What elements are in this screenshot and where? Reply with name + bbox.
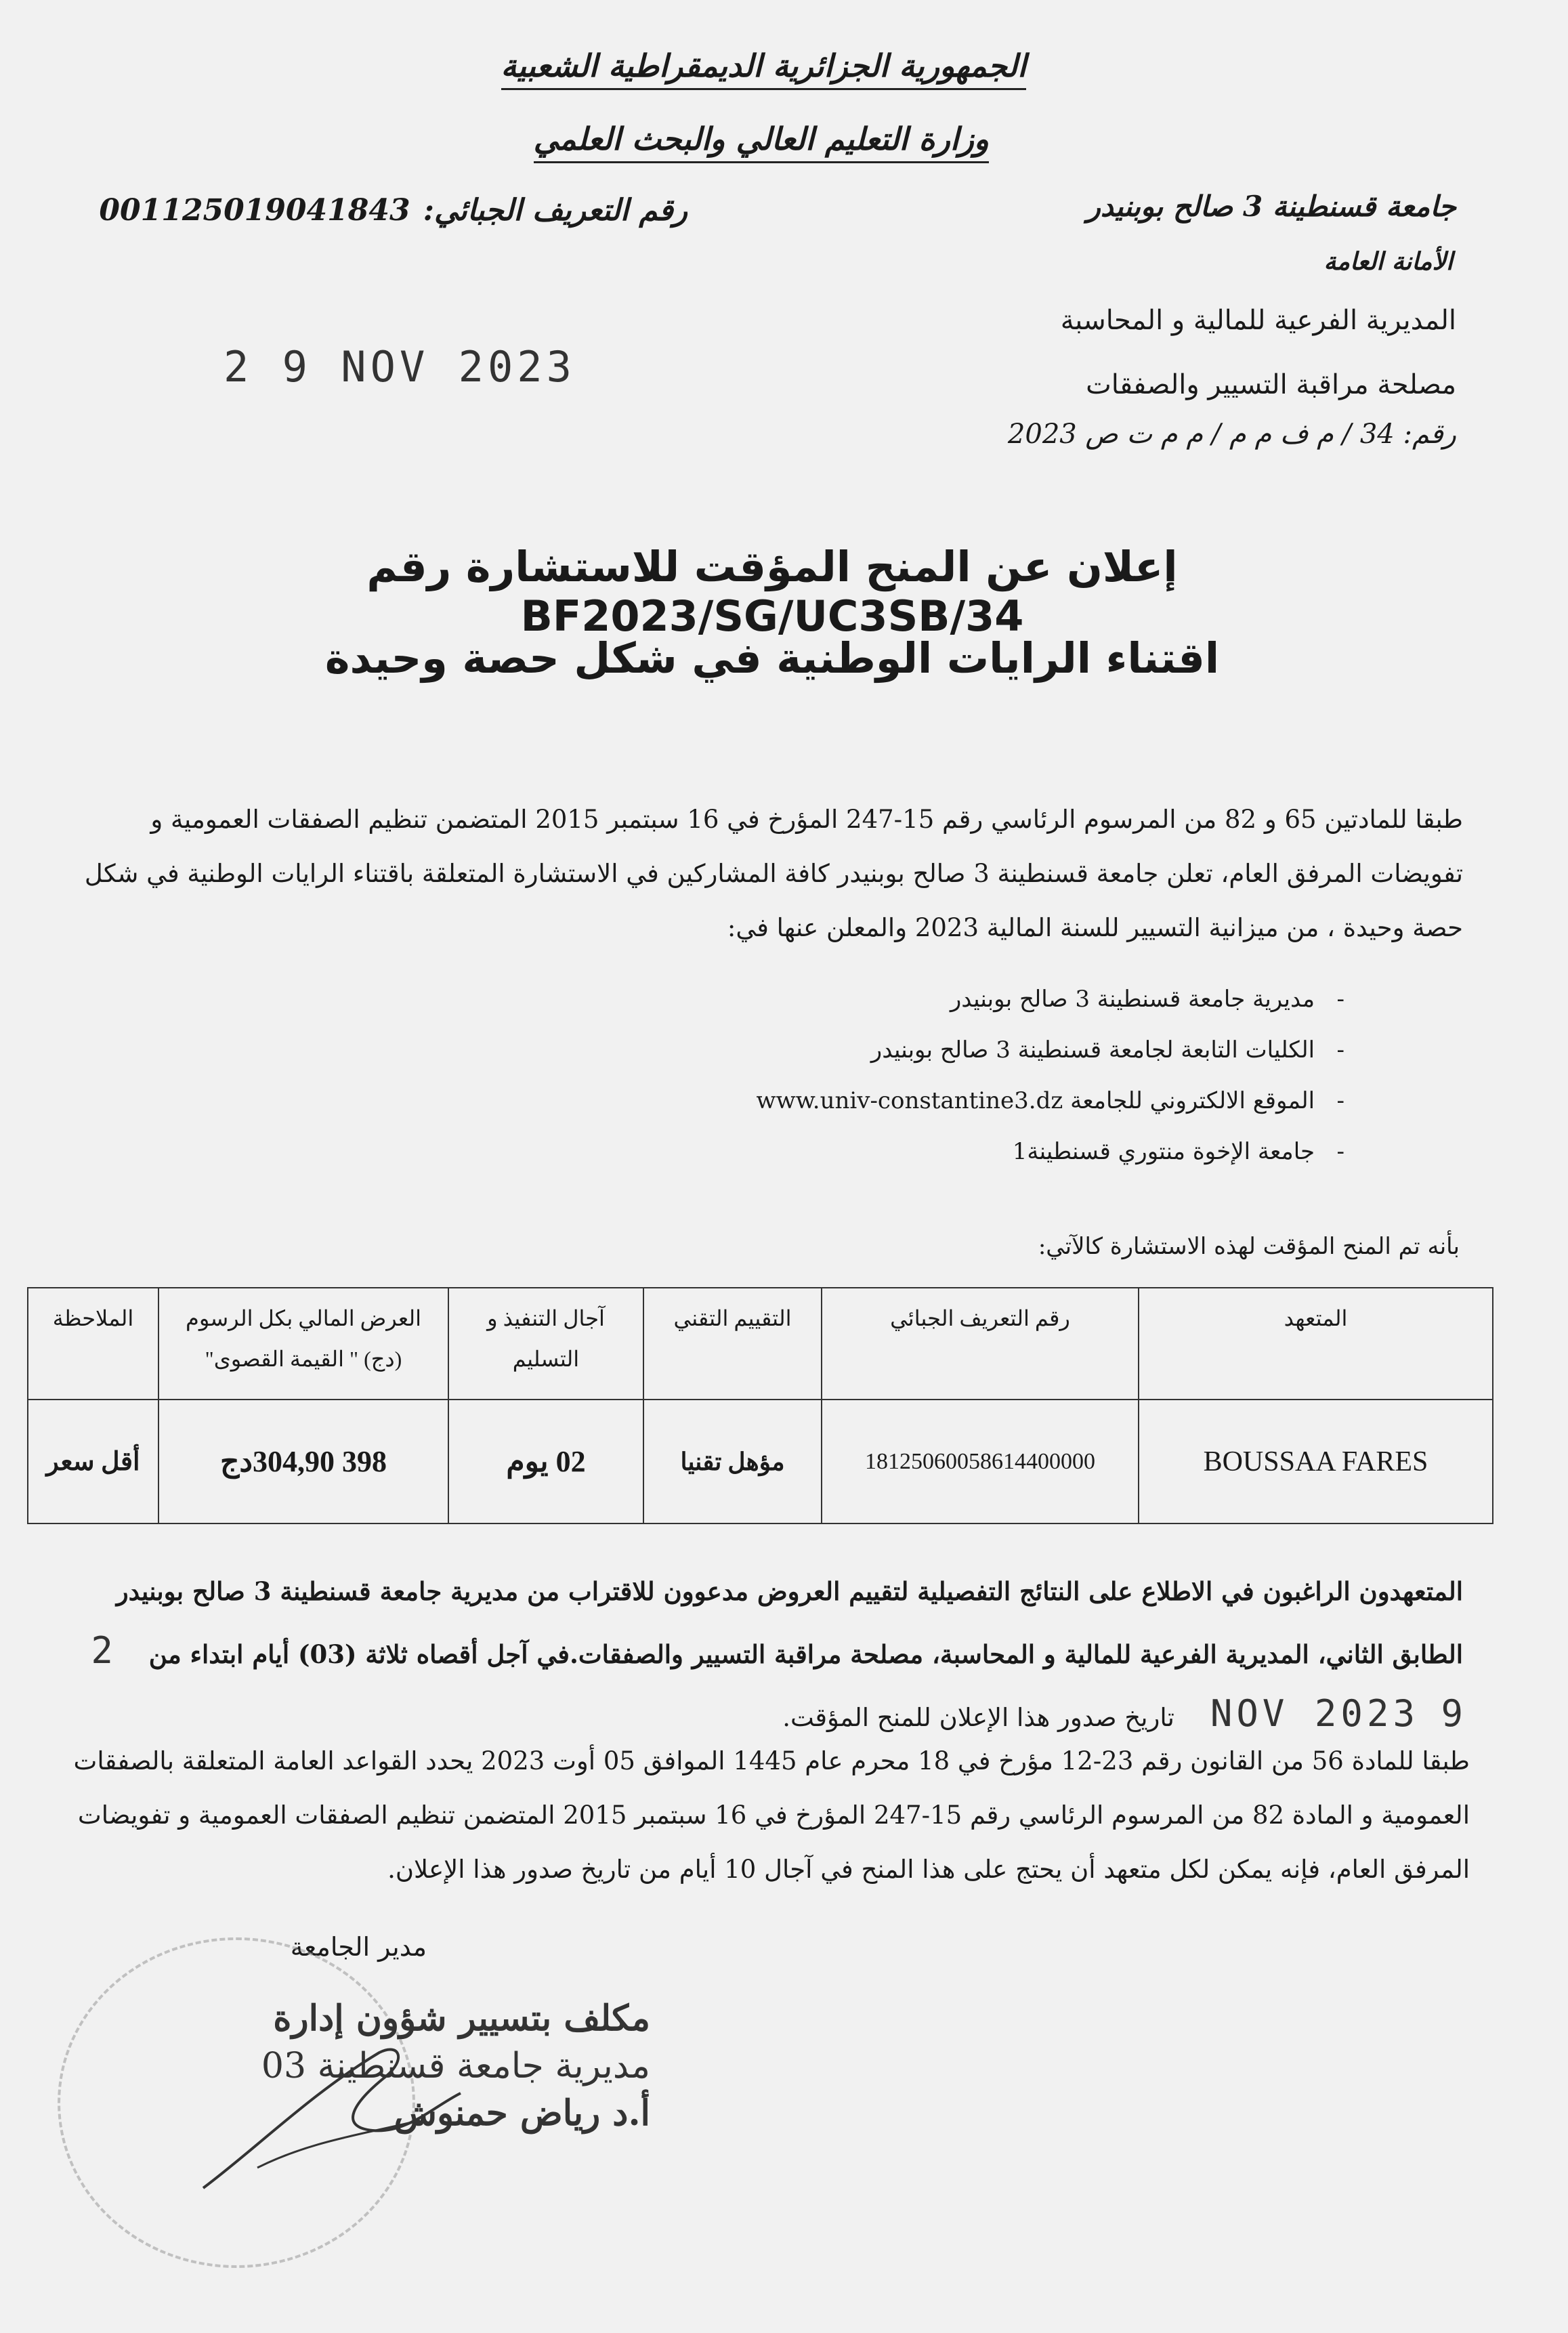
list-item: - الكليات التابعة لجامعة قسنطينة 3 صالح بوبنيدر xyxy=(870,1036,1344,1064)
ministry-text: وزارة التعليم العالي والبحث العلمي xyxy=(534,121,989,163)
sub-directorate: المديرية الفرعية للمالية و المحاسبة xyxy=(1060,305,1456,336)
announcement-subtitle: اقتناء الرايات الوطنية في شكل حصة وحيدة xyxy=(324,633,1220,683)
announcement-locations xyxy=(329,986,1344,1189)
list-item: - جامعة الإخوة منتوري قسنطينة1 xyxy=(1012,1138,1344,1165)
intro-paragraph: طبقا للمادتين 65 و 82 من المرسوم الرئاسي رقم 15-247 المؤرخ في 16 سبتمبر 2015 المتضمن تنظيم الصفقات العمومية و تفويضات المرفق العام، تعلن جامعة قسنطينة 3 صالح بوبنيدر كافة المشاركين في الاستشارة المتعلقة باقتناء الرايات الوطنية في شكل حصة وحيدة ، من ميزانية التسيير للسنة المالية 2023 والمعلن عنها في: xyxy=(84,805,1463,942)
appeal-paragraph: طبقا للمادة 56 من القانون رقم 23-12 مؤرخ في 18 محرم عام 1445 الموافق 05 أوت 2023 يحدد القواعد العامة المتعلقة بالصفقات العمومية و المادة 82 من المرسوم الرئاسي رقم 15-247 المؤرخ في 16 سبتمبر 2015 المتضمن تنظيم الصفقات العمومية و تفويضات المرفق العام، فإنه يمكن لكل متعهد أن يحتج على هذا المنح في آجال 10 أيام من تاريخ صدور هذا الإعلان. xyxy=(73,1746,1470,1884)
results-text-end: تاريخ صدور هذا الإعلان للمنح المؤقت. xyxy=(782,1703,1174,1732)
cell-tax-id: 18125060058614400000 xyxy=(822,1400,1139,1523)
col-header-offer: العرض المالي بكل الرسوم (دج) " القيمة القصوى" xyxy=(158,1288,448,1400)
results-paragraph xyxy=(61,1561,1463,1748)
signature-line-1: مكلف بتسيير شؤون إدارة xyxy=(273,1998,650,2039)
cell-remark: أقل سعر xyxy=(28,1400,158,1523)
reference-number: رقم: 34 / م ف م م / م م ت ص 2023 xyxy=(1007,419,1456,450)
service-name: مصلحة مراقبة التسيير والصفقات xyxy=(1086,369,1456,400)
tax-id-label: رقم التعريف الجبائي: xyxy=(423,193,687,228)
results-text: المتعهدون الراغبون في الاطلاع على النتائج التفصيلية لتقييم العروض مدعوون للاقتراب من مديرية جامعة قسنطينة 3 صالح بوبنيدر الطابق الثاني، المديرية الفرعية للمالية و المحاسبة، مصلحة مراقبة التسيير والصفقات.في آجل أقصاه ثلاثة (03) أيام ابتداء من xyxy=(116,1576,1463,1669)
date-stamp: 2 9 NOV 2023 xyxy=(224,342,576,392)
col-header-remark: الملاحظة xyxy=(28,1288,158,1400)
tax-id-value: 001125019041843 xyxy=(99,193,410,228)
announcement-title: إعلان عن المنح المؤقت للاستشارة رقم BF2023/SG/UC3SB/34 xyxy=(366,542,1178,641)
cell-offer: 398 304,90دج xyxy=(158,1400,448,1523)
table-row xyxy=(28,1400,1493,1523)
cell-delay: 02 يوم xyxy=(448,1400,643,1523)
republic-text: الجمهورية الجزائرية الديمقراطية الشعبية xyxy=(501,47,1026,90)
results-date-stamp: 2 9 NOV 2023 xyxy=(91,1629,1463,1735)
col-header-technical: التقييم التقني xyxy=(643,1288,822,1400)
award-table xyxy=(27,1287,1493,1524)
signature-line-2: مديرية جامعة قسنطينة 03 xyxy=(261,2046,650,2086)
list-item: - مديرية جامعة قسنطينة 3 صالح بوبنيدر xyxy=(950,986,1344,1013)
col-header-tax-id: رقم التعريف الجبائي xyxy=(822,1288,1139,1400)
col-header-delay: آجال التنفيذ و التسليم xyxy=(448,1288,643,1400)
tax-id xyxy=(78,193,687,228)
signature-line-3: أ.د رياض حمنوش xyxy=(394,2093,650,2134)
handwritten-signature xyxy=(176,2012,501,2215)
republic-header xyxy=(417,47,1026,84)
university-name: جامعة قسنطينة 3 صالح بوبنيدر xyxy=(1086,190,1456,223)
ministry-header xyxy=(379,121,989,157)
list-item: - الموقع الالكتروني للجامعة www.univ-constantine3.dz xyxy=(756,1087,1344,1114)
signature-title: مدير الجامعة xyxy=(290,1932,427,1962)
col-header-bidder: المتعهد xyxy=(1139,1288,1493,1400)
general-secretariat: الأمانة العامة xyxy=(1323,247,1453,276)
table-lead: بأنه تم المنح المؤقت لهذه الاستشارة كالآتي: xyxy=(1038,1233,1460,1260)
cell-bidder: BOUSSAA FARES xyxy=(1139,1400,1493,1523)
cell-technical: مؤهل تقنيا xyxy=(643,1400,822,1523)
